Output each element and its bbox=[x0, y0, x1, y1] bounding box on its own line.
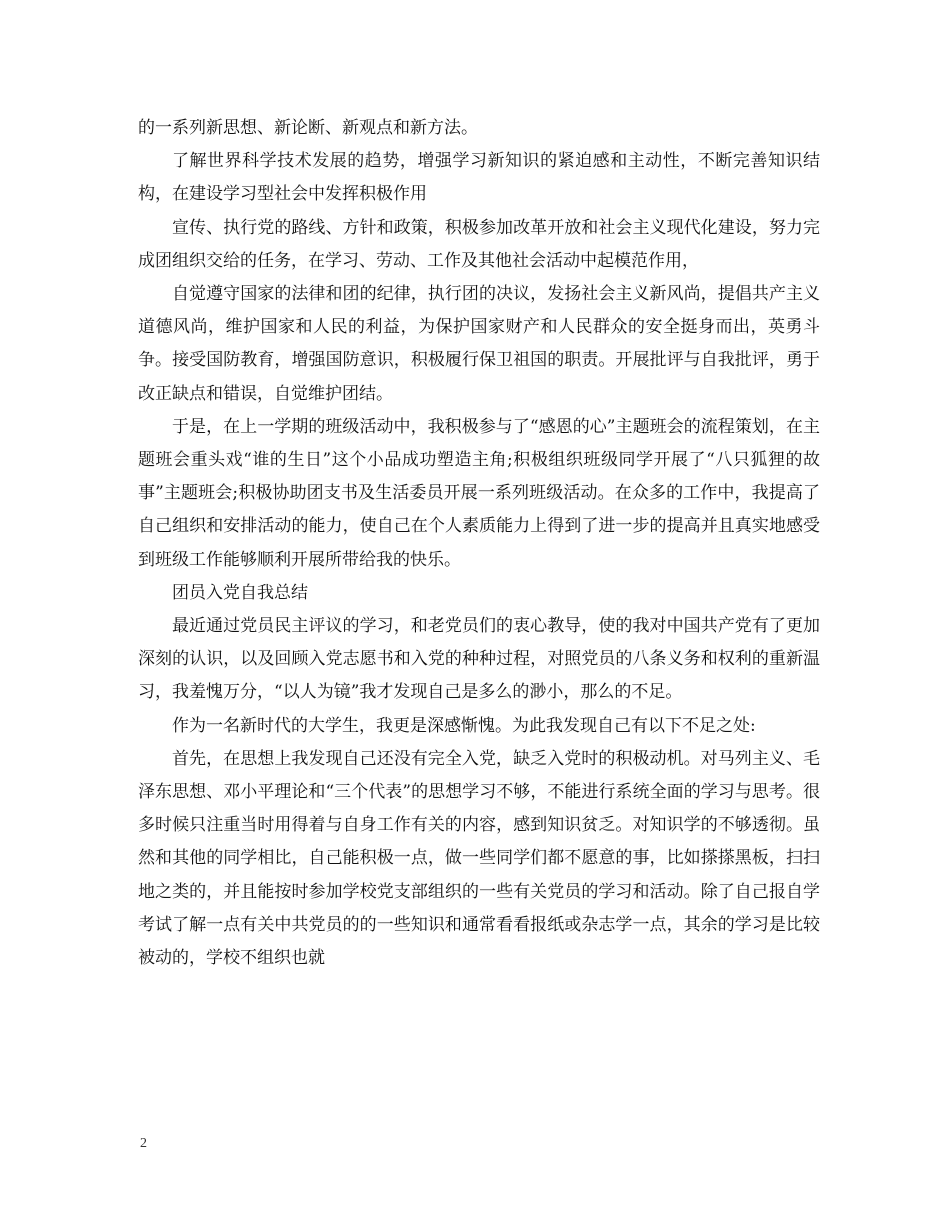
paragraph-8: 首先，在思想上我发现自己还没有完全入党，缺乏入党时的积极动机。对马列主义、毛泽东思想、邓小平理论和“三个代表”的思想学习不够，不能进行系统全面的学习与思考。很多时候只注重当时用得着与自身工作有关的内容，感到知识贫乏。对知识学的不够透彻。虽然和其他的同学相比，自己能积极一点，做一些同学们都不愿意的事，比如搽搽黑板，扫扫地之类的，并且能按时参加学校党支部组织的一些有关党员的学习和活动。除了自己报自学考试了解一点有关中共党员的的一些知识和通常看看报纸或杂志学一点，其余的学习是比较被动的，学校不组织也就 bbox=[138, 748, 820, 969]
paragraph-1: 的一系列新思想、新论断、新观点和新方法。 bbox=[138, 118, 478, 138]
paragraph-4: 自觉遵守国家的法律和团的纪律，执行团的决议，发扬社会主义新风尚，提倡共产主义道德风尚，维护国家和人民的利益，为保护国家财产和人民群众的安全挺身而出，英勇斗争。接受国防教育，增强国防意识，积极履行保卫祖国的职责。开展批评与自我批评，勇于改正缺点和错误，自觉维护团结。 bbox=[138, 284, 820, 404]
page-number: 2 bbox=[140, 1136, 147, 1151]
paragraph-6: 最近通过党员民主评议的学习，和老党员们的衷心教导，使的我对中国共产党有了更加深刻的认识，以及回顾入党志愿书和入党的种种过程，对照党员的八条义务和权利的重新温习，我羞愧万分，“以人为镜”我才发现自己是多么的渺小，那么的不足。 bbox=[138, 616, 820, 703]
document-body bbox=[138, 112, 820, 975]
paragraph-3: 宣传、执行党的路线、方针和政策，积极参加改革开放和社会主义现代化建设，努力完成团组织交给的任务，在学习、劳动、工作及其他社会活动中起模范作用， bbox=[138, 217, 820, 271]
section-heading: 团员入党自我总结 bbox=[172, 582, 308, 603]
paragraph-2: 了解世界科学技术发展的趋势，增强学习新知识的紧迫感和主动性，不断完善知识结构，在建设学习型社会中发挥积极作用 bbox=[138, 151, 820, 205]
paragraph-5: 于是，在上一学期的班级活动中，我积极参与了“感恩的心”主题班会的流程策划，在主题班会重头戏“谁的生日”这个小品成功塑造主角;积极组织班级同学开展了“八只狐狸的故事”主题班会;积极协助团支书及生活委员开展一系列班级活动。在众多的工作中，我提高了自己组织和安排活动的能力，使自己在个人素质能力上得到了进一步的提高并且真实地感受到班级工作能够顺利开展所带给我的快乐。 bbox=[138, 416, 820, 570]
paragraph-7: 作为一名新时代的大学生，我更是深感惭愧。为此我发现自己有以下不足之处: bbox=[172, 715, 756, 736]
